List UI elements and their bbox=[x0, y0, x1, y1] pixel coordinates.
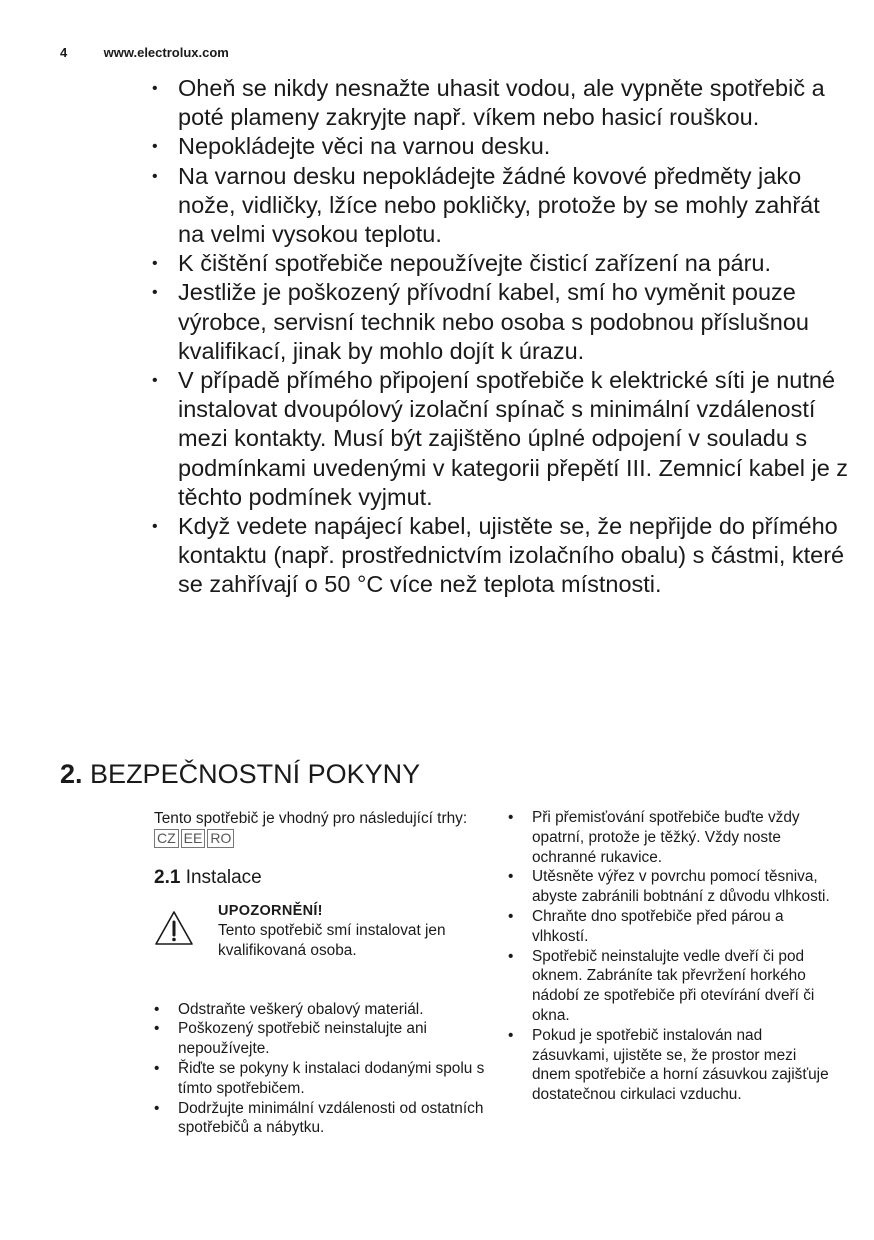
list-item-text: V případě přímého připojení spotřebiče k elektrické síti je nutné instalovat dvoupólový izolační spínač s minimální vzdáleností mezi kontakty. Musí být zajištěno úplné odpojení v souladu s podmínkami uvedenými v kategorii přepětí III. Zemnicí kabel je z těchto podmínek vyjmut. bbox=[178, 367, 849, 510]
right-column bbox=[508, 808, 838, 1105]
subsection-title-text: Instalace bbox=[185, 866, 262, 888]
list-item bbox=[152, 132, 852, 161]
list-item-text: Řiďte se pokyny k instalaci dodanými spolu s tímto spotřebičem. bbox=[178, 1059, 485, 1097]
warning-icon bbox=[154, 910, 194, 946]
markets-paragraph bbox=[154, 809, 489, 849]
list-item-text: Na varnou desku nepokládejte žádné kovové předměty jako nože, vidličky, lžíce nebo pokličky, protože by se mohly zahřát na velmi vysokou teplotu. bbox=[178, 162, 820, 248]
list-item-text: Chraňte dno spotřebiče před párou a vlhkostí. bbox=[532, 907, 784, 945]
bullet-icon: • bbox=[152, 255, 158, 273]
warning-title: UPOZORNĚNÍ! bbox=[218, 902, 323, 919]
list-item-text: Když vedete napájecí kabel, ujistěte se, že nepřijde do přímého kontaktu (např. prostřednictvím izolačního obalu) s částmi, které se zahřívají o 50 °C více než teplota místnosti. bbox=[178, 513, 845, 598]
list-item-text: Při přemisťování spotřebiče buďte vždy opatrní, protože je těžký. Vždy noste ochranné rukavice. bbox=[532, 809, 800, 866]
bullet-icon: • bbox=[508, 1026, 514, 1044]
list-item-text: Utěsněte výřez v povrchu pomocí těsniva, abyste zabránili bobtnání z důvodu vlhkosti. bbox=[532, 868, 830, 906]
subsection-number: 2.1 bbox=[154, 866, 181, 888]
bullet-icon: • bbox=[152, 138, 158, 156]
market-tag-ro: RO bbox=[207, 829, 234, 848]
list-item-text: Nepokládejte věci na varnou desku. bbox=[178, 133, 551, 160]
list-item bbox=[508, 947, 838, 1026]
section-title-text: BEZPEČNOSTNÍ POKYNY bbox=[90, 759, 421, 789]
intro-bullet-list bbox=[152, 74, 852, 600]
list-item bbox=[152, 249, 852, 278]
list-item-text: Spotřebič neinstalujte vedle dveří či pod oknem. Zabráníte tak převržení horkého nádobí ze spotřebiče při otevírání dveří či okna. bbox=[532, 947, 815, 1024]
section-title bbox=[60, 759, 420, 790]
bullet-icon: • bbox=[154, 1059, 160, 1077]
list-item-text: Oheň se nikdy nesnažte uhasit vodou, ale vypněte spotřebič a poté plameny zakryjte např. víkem nebo hasicí rouškou. bbox=[178, 75, 825, 131]
bullet-icon: • bbox=[152, 518, 158, 536]
bullet-icon: • bbox=[152, 372, 158, 390]
list-item bbox=[508, 867, 838, 907]
list-item bbox=[154, 1099, 489, 1139]
subsection-title bbox=[154, 866, 489, 890]
list-item-text: Poškozený spotřebič neinstalujte ani nepoužívejte. bbox=[178, 1020, 427, 1058]
list-item bbox=[152, 366, 852, 512]
list-item bbox=[154, 1000, 489, 1020]
market-tag-cz: CZ bbox=[154, 829, 179, 848]
list-item bbox=[152, 74, 852, 132]
bullet-icon: • bbox=[508, 947, 514, 965]
list-item bbox=[154, 1019, 489, 1059]
bullet-icon: • bbox=[154, 1020, 160, 1038]
bullet-icon: • bbox=[154, 1099, 160, 1117]
list-item-text: K čištění spotřebiče nepoužívejte čisticí zařízení na páru. bbox=[178, 250, 772, 277]
bullet-icon: • bbox=[154, 1000, 160, 1018]
list-item bbox=[508, 907, 838, 947]
left-column bbox=[154, 809, 489, 1138]
left-bullet-list bbox=[154, 1000, 489, 1139]
list-item bbox=[152, 278, 852, 366]
markets-text: Tento spotřebič je vhodný pro následující trhy: bbox=[154, 810, 468, 827]
list-item-text: Odstraňte veškerý obalový materiál. bbox=[178, 1000, 424, 1018]
bullet-icon: • bbox=[152, 284, 158, 302]
bullet-icon: • bbox=[508, 907, 514, 925]
bullet-icon: • bbox=[152, 80, 158, 97]
bullet-icon: • bbox=[508, 809, 514, 826]
section-number: 2. bbox=[60, 759, 83, 789]
warning-box bbox=[154, 902, 489, 972]
list-item bbox=[154, 1059, 489, 1099]
market-tag-ee: EE bbox=[181, 829, 206, 848]
list-item bbox=[152, 512, 852, 600]
list-item bbox=[508, 808, 838, 867]
list-item-text: Pokud je spotřebič instalován nad zásuvkami, ujistěte se, že prostor mezi dnem spotřebiče a horní zásuvkou zajišťuje dostatečnou cirkulaci vzduchu. bbox=[532, 1026, 829, 1104]
list-item-text: Dodržujte minimální vzdálenosti od ostatních spotřebičů a nábytku. bbox=[178, 1099, 484, 1137]
site-url: www.electrolux.com bbox=[103, 45, 229, 60]
bullet-icon: • bbox=[152, 167, 158, 185]
warning-text: Tento spotřebič smí instalovat jen kvalifikovaná osoba. bbox=[218, 922, 446, 960]
page-header bbox=[60, 45, 229, 60]
list-item bbox=[508, 1026, 838, 1105]
list-item-text: Jestliže je poškozený přívodní kabel, smí ho vyměnit pouze výrobce, servisní technik nebo osoba s podobnou příslušnou kvalifikací, jinak by mohlo dojít k úrazu. bbox=[178, 279, 809, 364]
list-item bbox=[152, 162, 852, 250]
bullet-icon: • bbox=[508, 868, 514, 886]
right-bullet-list bbox=[508, 808, 838, 1105]
page-number: 4 bbox=[60, 45, 68, 60]
